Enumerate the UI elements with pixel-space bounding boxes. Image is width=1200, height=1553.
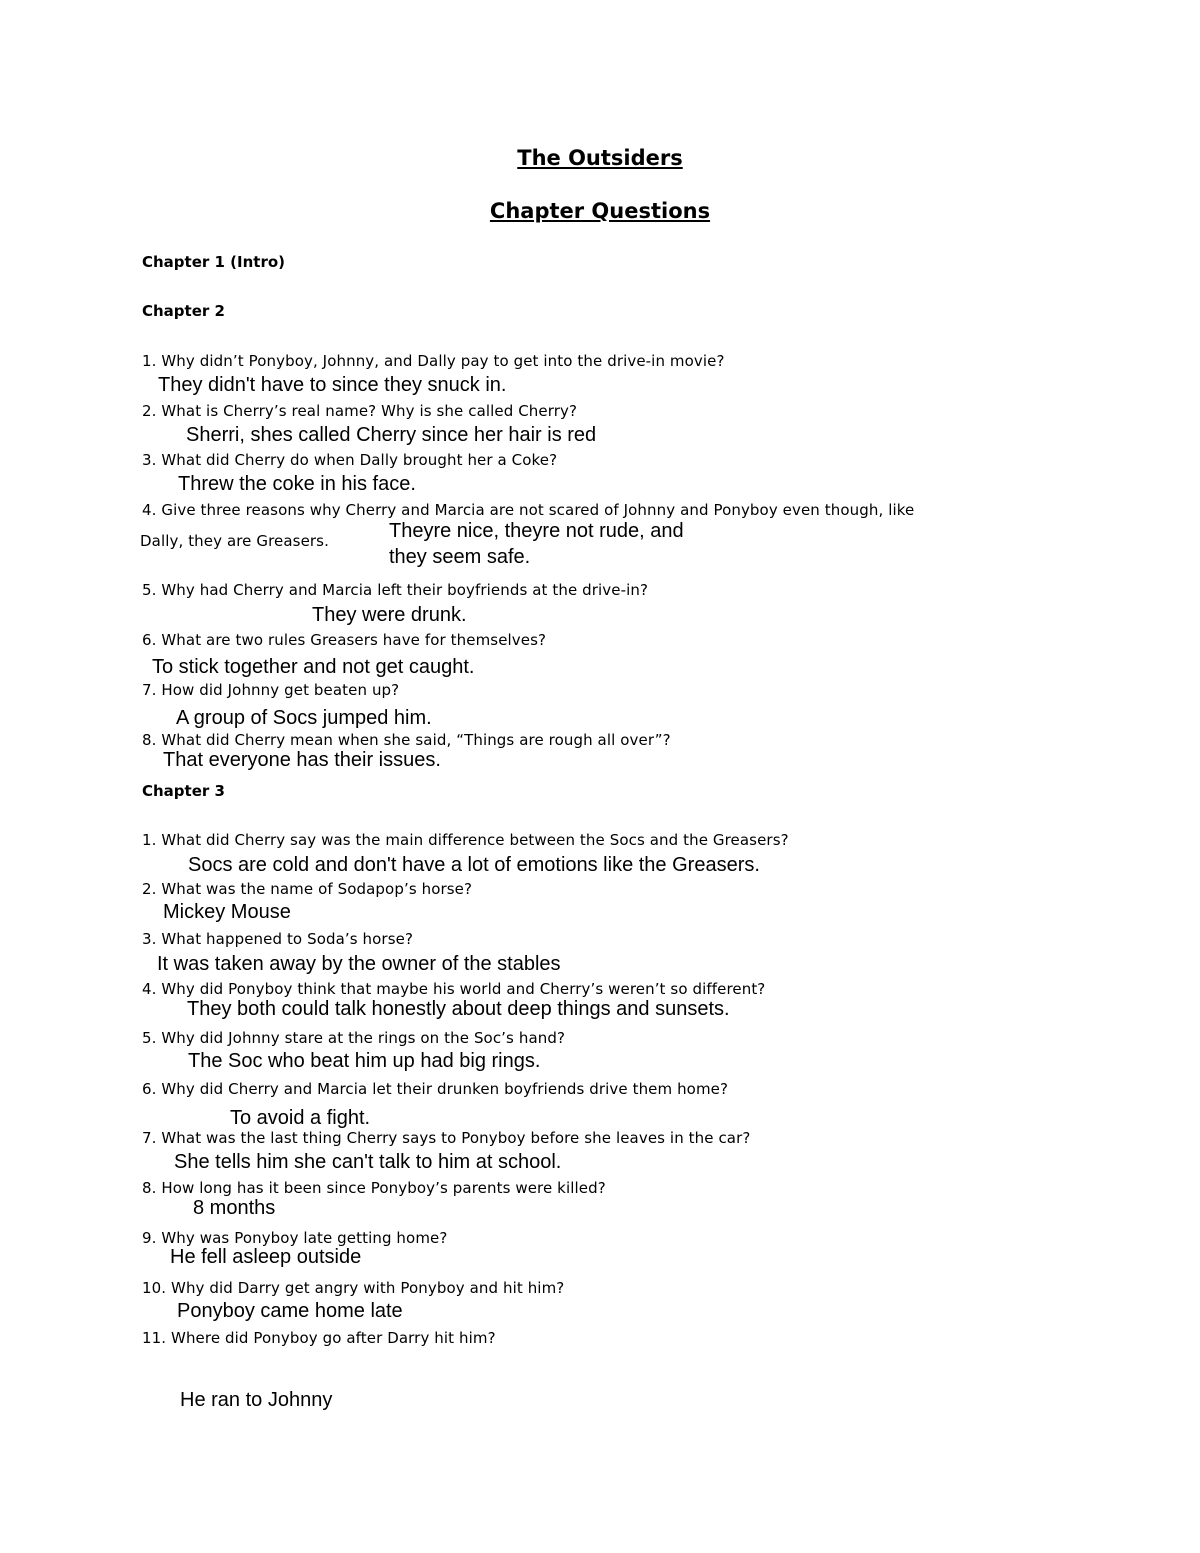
chapter-1-heading: Chapter 1 (Intro) bbox=[142, 253, 286, 271]
question-text: 2. What is Cherry’s real name? Why is she called Cherry? bbox=[142, 402, 578, 420]
question-text: 5. Why had Cherry and Marcia left their boyfriends at the drive-in? bbox=[142, 581, 649, 599]
question-text: 7. How did Johnny get beaten up? bbox=[142, 681, 400, 699]
question-text: 8. How long has it been since Ponyboy’s parents were killed? bbox=[142, 1179, 606, 1197]
question-text: 4. Give three reasons why Cherry and Marcia are not scared of Johnny and Ponyboy even though, like bbox=[142, 501, 915, 519]
answer-text: To avoid a fight. bbox=[230, 1107, 371, 1129]
answer-text: Sherri, shes called Cherry since her hair is red bbox=[186, 424, 597, 446]
answer-text: A group of Socs jumped him. bbox=[176, 707, 432, 729]
chapter-2-heading: Chapter 2 bbox=[142, 302, 225, 320]
question-text: 8. What did Cherry mean when she said, “Things are rough all over”? bbox=[142, 731, 671, 749]
answer-text: It was taken away by the owner of the stables bbox=[157, 953, 561, 975]
answer-text: They were drunk. bbox=[312, 604, 467, 626]
question-text: 1. What did Cherry say was the main difference between the Socs and the Greasers? bbox=[142, 831, 789, 849]
chapter-3-heading: Chapter 3 bbox=[142, 782, 225, 800]
answer-text: Theyre nice, theyre not rude, and bbox=[389, 520, 684, 542]
question-text: 3. What did Cherry do when Dally brought her a Coke? bbox=[142, 451, 558, 469]
question-text: 10. Why did Darry get angry with Ponyboy and hit him? bbox=[142, 1279, 565, 1297]
answer-text: Threw the coke in his face. bbox=[178, 473, 416, 495]
answer-text: Socs are cold and don't have a lot of emotions like the Greasers. bbox=[188, 854, 760, 876]
question-text: 3. What happened to Soda’s horse? bbox=[142, 930, 413, 948]
question-text: 11. Where did Ponyboy go after Darry hit him? bbox=[142, 1329, 496, 1347]
answer-text: 8 months bbox=[193, 1197, 276, 1219]
answer-text: They didn't have to since they snuck in. bbox=[158, 374, 507, 396]
answer-text: That everyone has their issues. bbox=[163, 749, 441, 771]
question-text: 2. What was the name of Sodapop’s horse? bbox=[142, 880, 473, 898]
question-text: 1. Why didn’t Ponyboy, Johnny, and Dally pay to get into the drive-in movie? bbox=[142, 352, 725, 370]
answer-text: They both could talk honestly about deep things and sunsets. bbox=[187, 998, 730, 1020]
question-text: 6. What are two rules Greasers have for themselves? bbox=[142, 631, 547, 649]
question-text: 5. Why did Johnny stare at the rings on the Soc’s hand? bbox=[142, 1029, 566, 1047]
question-text: 4. Why did Ponyboy think that maybe his world and Cherry’s weren’t so different? bbox=[142, 980, 766, 998]
answer-text: He ran to Johnny bbox=[180, 1389, 333, 1411]
question-text: 6. Why did Cherry and Marcia let their drunken boyfriends drive them home? bbox=[142, 1080, 729, 1098]
answer-text: He fell asleep outside bbox=[170, 1246, 362, 1268]
question-text: 9. Why was Ponyboy late getting home? bbox=[142, 1229, 448, 1247]
answer-text: The Soc who beat him up had big rings. bbox=[188, 1050, 541, 1072]
document-subtitle: Chapter Questions bbox=[489, 199, 711, 223]
answer-text: She tells him she can't talk to him at school. bbox=[174, 1151, 562, 1173]
document-title: The Outsiders bbox=[517, 146, 683, 170]
answer-text: Mickey Mouse bbox=[163, 901, 291, 923]
answer-text: Ponyboy came home late bbox=[177, 1300, 403, 1322]
question-text: 7. What was the last thing Cherry says to Ponyboy before she leaves in the car? bbox=[142, 1129, 751, 1147]
question-text-continued: Dally, they are Greasers. bbox=[140, 532, 329, 550]
answer-text-continued: they seem safe. bbox=[389, 546, 531, 568]
answer-text: To stick together and not get caught. bbox=[152, 656, 475, 678]
